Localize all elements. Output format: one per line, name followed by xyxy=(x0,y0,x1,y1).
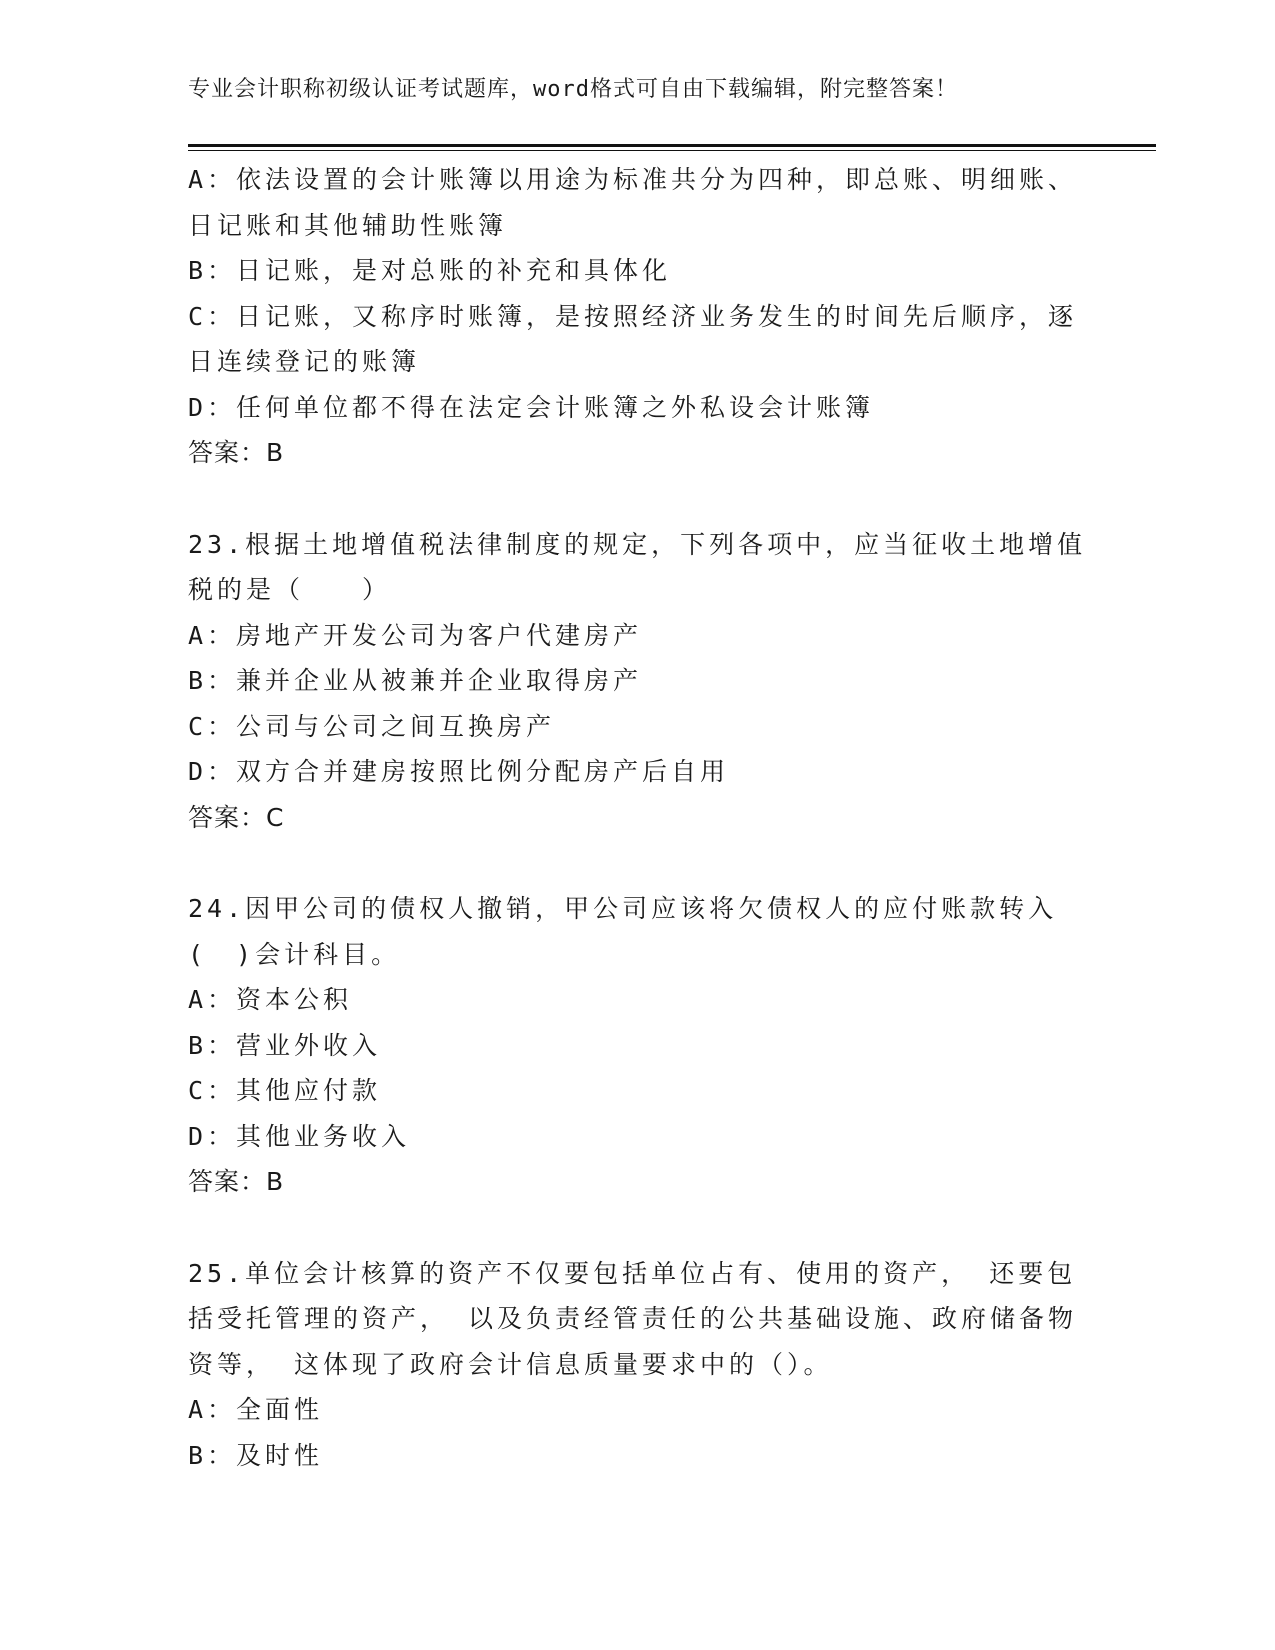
option-b: B：及时性 xyxy=(188,1440,324,1470)
question-stem: 25.单位会计核算的资产不仅要包括单位占有、使用的资产， 还要包括受托管理的资产， 以及负责经管责任的公共基础设施、政府储备物资等， 这体现了政府会计信息质量要求中的（）。 xyxy=(188,1258,1078,1379)
answer-line: 答案：B xyxy=(188,438,285,467)
option-c: C：公司与公司之间互换房产 xyxy=(188,711,556,741)
option-d: D：其他业务收入 xyxy=(188,1121,411,1151)
option-b: B：日记账，是对总账的补充和具体化 xyxy=(188,256,672,285)
question-24 xyxy=(188,886,1088,1205)
option-d: D：双方合并建房按照比例分配房产后自用 xyxy=(188,757,730,786)
question-stem: 23.根据土地增值税法律制度的规定，下列各项中，应当征收土地增值税的是（ ） xyxy=(188,529,1087,604)
answer-line: 答案：C xyxy=(188,802,285,832)
page-header: 专业会计职称初级认证考试题库，word格式可自由下载编辑，附完整答案！ xyxy=(188,77,958,102)
question-stem: 24.因甲公司的债权人撤销，甲公司应该将欠债权人的应付账款转入( )会计科目。 xyxy=(188,894,1058,969)
question-25 xyxy=(188,1251,1088,1479)
question-23 xyxy=(188,522,1088,841)
option-c: C：其他应付款 xyxy=(188,1076,382,1105)
spacer xyxy=(188,1205,1088,1251)
question-22 xyxy=(188,157,1088,476)
answer-line: 答案：B xyxy=(188,1167,285,1196)
option-a: A：资本公积 xyxy=(188,985,353,1014)
spacer xyxy=(188,840,1088,886)
spacer xyxy=(188,476,1088,522)
header-rule-thin xyxy=(188,150,1156,151)
option-b: B：营业外收入 xyxy=(188,1030,382,1060)
option-a: A：房地产开发公司为客户代建房产 xyxy=(188,620,643,650)
option-c: C：日记账，又称序时账簿，是按照经济业务发生的时间先后顺序，逐日连续登记的账簿 xyxy=(188,301,1078,376)
option-a: A：全面性 xyxy=(188,1395,324,1424)
option-b: B：兼并企业从被兼并企业取得房产 xyxy=(188,666,643,695)
question-content xyxy=(188,157,1088,1478)
option-a: A：依法设置的会计账簿以用途为标准共分为四种，即总账、明细账、日记账和其他辅助性账簿 xyxy=(188,165,1078,240)
option-d: D：任何单位都不得在法定会计账簿之外私设会计账簿 xyxy=(188,392,875,422)
header-rule-thick xyxy=(188,144,1156,147)
